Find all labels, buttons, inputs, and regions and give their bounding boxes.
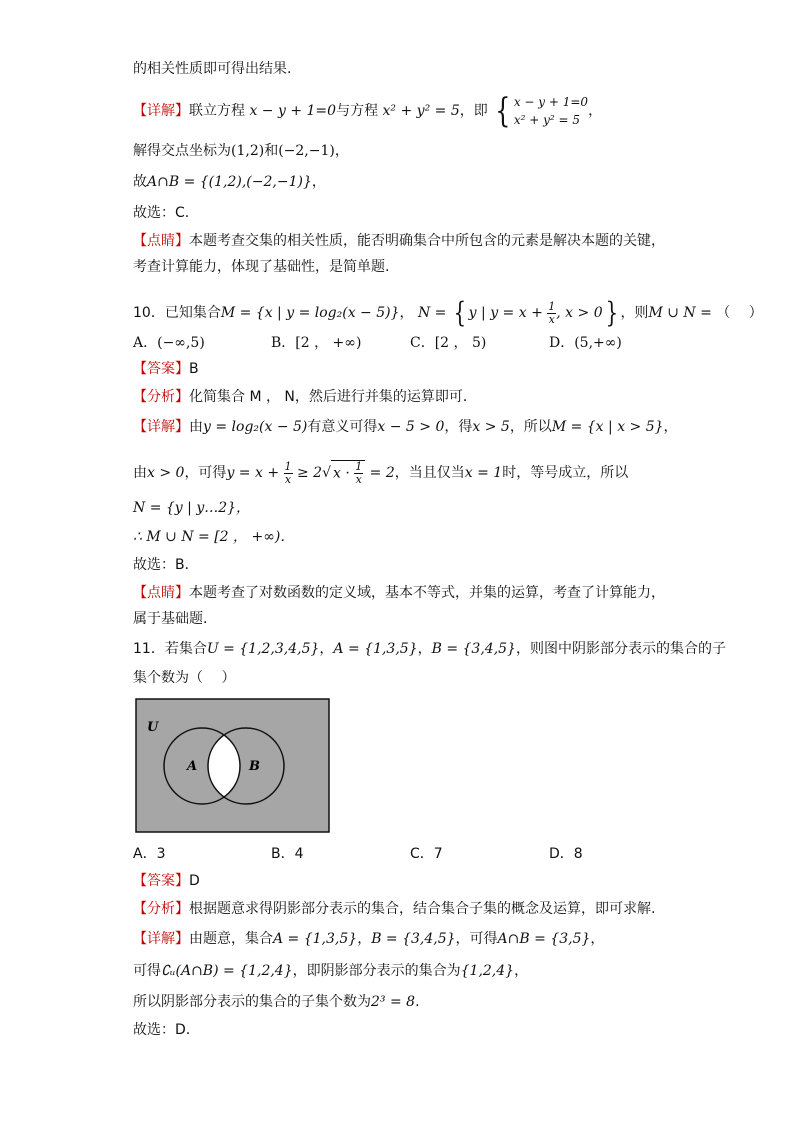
q10-set-N-b: , x > 0 [556,305,603,321]
q11-l3-e1: 2³ = 8 [371,994,416,1010]
q11-d-e2: B = {3,4,5} [371,931,456,947]
q9-comment-1: 本题考查交集的相关性质，能否明确集合中所包含的元素是解决本题的关键， [189,233,665,249]
q11-l3-t1: 所以阴影部分表示的集合的子集个数为 [133,994,371,1010]
q10-l2-sqrt-a: x · [332,465,355,482]
q10-l2-e3: x = 1 [464,465,503,481]
q11-l3-t2: . [415,994,420,1010]
q10-stem-t2: ，则 [620,305,649,321]
q10-detail-line3: N = {y | y…2}， [133,500,251,516]
q10-brace-open: { [453,296,466,329]
q9-hence-text: 故 [133,174,147,190]
q10-d-e2: x − 5 > 0 [377,419,445,435]
system-row-2: x² + y² = 5 [513,113,580,127]
detail-tag: 【详解】 [133,931,189,947]
sqrt-sign: √ [322,465,331,481]
q9-detail-t1: 联立方程 [189,103,245,119]
q11-sep2: ， [417,641,432,657]
answer-tag: 【答案】 [133,361,189,377]
q10-option-a: A．(−∞,5) [133,335,205,351]
q10-comment-1: 本题考查了对数函数的定义域，基本不等式，并集的运算，考查了计算能力， [189,585,665,601]
q11-option-b: B．4 [271,846,304,862]
q11-d-e3: A∩B = {3,5} [497,931,591,947]
q10-comment-line1 [133,583,665,603]
system-row-1: x − y + 1=0 [513,95,589,109]
q11-l2-t2: ，即阴影部分表示的集合为 [292,963,461,979]
q10-frac-num: 1 [548,299,556,313]
q9-points-text: 解得交点坐标为 [133,143,231,159]
detail-tag: 【详解】 [133,103,189,119]
q10-l2-sqrt [331,460,365,486]
q10-l2-e2a: y = x + [226,465,284,481]
q11-detail-line1 [133,929,604,949]
q11-set-B: B = {3,4,5} [431,641,516,657]
q10-l2-t1: 由 [133,465,147,481]
q10-l2-t2: ，可得 [184,465,227,481]
q11-analysis [133,899,655,919]
q10-d-t2: 有意义可得 [307,419,378,435]
q10-detail-line1 [133,417,678,437]
q11-stem [133,639,726,659]
answer-tag: 【答案】 [133,873,189,889]
q10-answer-value: B [189,361,199,377]
q9-hence-end: ， [311,174,326,190]
comment-tag: 【点睛】 [133,585,189,601]
q10-set-M: M = {x | y = log₂(x − 5)} [220,305,400,321]
q10-d-e3: x > 5 [472,419,510,435]
venn-diagram [135,698,331,834]
q11-detail-line3 [133,992,420,1012]
q10-frac-den: x [548,312,555,326]
q11-option-c: C．7 [410,846,443,862]
q11-option-d: D．8 [549,846,583,862]
q9-detail-t3: ，即 [459,103,488,119]
q11-answer [133,871,200,891]
q10-d-e4: M = {x | x > 5} [551,419,664,435]
q9-point2: (−2,−1) [278,143,335,159]
q10-l2-frac1-den: x [284,472,292,486]
system-brace: { [495,91,511,131]
q10-analysis [133,387,477,407]
q10-l2-t4: 时，等号成立，所以 [502,465,629,481]
q10-d-e1: y = log₂(x − 5) [203,419,308,435]
q10-option-d: D．(5,+∞) [549,335,622,351]
q11-stem-t1: 11．若集合 [133,641,207,657]
q9-intersection: A∩B = {(1,2),(−2,−1)} [147,174,312,190]
q10-analysis-text: 化简集合 M ， N，然后进行并集的运算即可． [189,389,477,405]
q10-l2-frac2 [354,461,363,486]
q10-union: M ∪ N [648,305,696,321]
q9-sys-after: ， [588,103,603,119]
q11-stem-t2: ，则图中阴影部分表示的集合的子 [515,641,726,657]
analysis-tag: 【分析】 [133,901,189,917]
q10-stem-t3: = （ ） [695,305,763,321]
q10-d-t3: ，得 [444,419,473,435]
q9-points-line [133,141,349,161]
q9-eq1: x − y + 1=0 [249,103,337,119]
comment-tag: 【点睛】 [133,233,189,249]
q10-l2-frac2-num: 1 [355,460,363,473]
q9-detail-t2: 与方程 [336,103,379,119]
q11-set-U: U = {1,2,3,4,5} [206,641,320,657]
q10-d-t4: ，所以 [509,419,552,435]
q11-l2-e1: ∁ᵤ(A∩B) = {1,2,4} [161,963,293,979]
q10-l2-frac1-num: 1 [284,459,292,473]
q10-stem-t1: 10．已知集合 [133,305,221,321]
q9-hence-line [133,172,326,192]
q10-option-c: C．[2 ， 5) [410,335,487,351]
q9-comment-line2: 考查计算能力，体现了基础性，是简单题. [133,259,390,275]
q10-answer-line: 故选：B． [133,557,199,573]
q10-set-N-a: y | y = x + [468,305,548,321]
q10-detail-line4: ∴ M ∪ N = [2 ， +∞)． [133,529,295,545]
q11-d-t4: ， [590,931,605,947]
q10-d-t5: ， [663,419,678,435]
q10-l2-frac1 [284,461,293,486]
q11-answer-value: D [189,873,200,889]
q11-d-e1: A = {1,3,5} [273,931,358,947]
q11-sep1: ， [319,641,334,657]
q10-l2-e1: x > 0 [147,465,185,481]
q10-l2-e2c: = 2 [365,465,395,481]
detail-tag: 【详解】 [133,419,189,435]
q9-comment-line1 [133,231,665,251]
q9-detail-line [133,93,602,129]
q10-answer [133,359,199,379]
q10-detail-line2 [133,460,628,486]
q11-l2-t3: ， [514,963,529,979]
q11-stem-line2: 集个数为（ ） [133,670,236,686]
q10-brace-close: } [605,296,618,329]
q11-set-A: A = {1,3,5} [333,641,418,657]
venn-label-a: A [187,759,198,774]
q10-l2-frac2-den: x [355,473,362,486]
equation-system [514,93,588,129]
q9-answer-line: 故选：C. [133,205,190,221]
venn-label-b: B [249,759,260,774]
q10-option-b: B．[2 ， +∞) [271,335,362,351]
q10-d-t1: 由 [189,419,203,435]
q10-l2-e2b: ≥ 2 [292,465,323,481]
q10-comment-line2: 属于基础题． [133,611,217,627]
q10-fraction [547,301,556,326]
q11-d-t3: ，可得 [455,931,498,947]
q10-set-N-pre: N = [417,305,451,321]
q9-eq2: x² + y² = 5 [382,103,460,119]
q9-point1: (1,2) [231,143,265,159]
analysis-tag: 【分析】 [133,389,189,405]
q11-d-t2: ， [357,931,372,947]
q11-detail-line2 [133,961,528,981]
q10-l2-t3: ，当且仅当 [394,465,465,481]
q11-analysis-text: 根据题意求得阴影部分表示的集合，结合集合子集的概念及运算，即可求解. [189,901,656,917]
q11-option-a: A．3 [133,846,166,862]
q10-stem [133,296,763,330]
q10-stem-sep: ， [399,305,414,321]
venn-label-u: U [147,720,159,735]
q11-l2-e2: {1,2,4} [460,963,515,979]
q11-d-t1: 由题意，集合 [189,931,273,947]
q9-carry-line: 的相关性质即可得出结果. [133,61,292,77]
q9-points-and: 和 [264,143,279,159]
q9-points-end: ， [334,143,349,159]
q11-answer-line: 故选：D. [133,1022,191,1038]
q11-l2-t1: 可得 [133,963,161,979]
